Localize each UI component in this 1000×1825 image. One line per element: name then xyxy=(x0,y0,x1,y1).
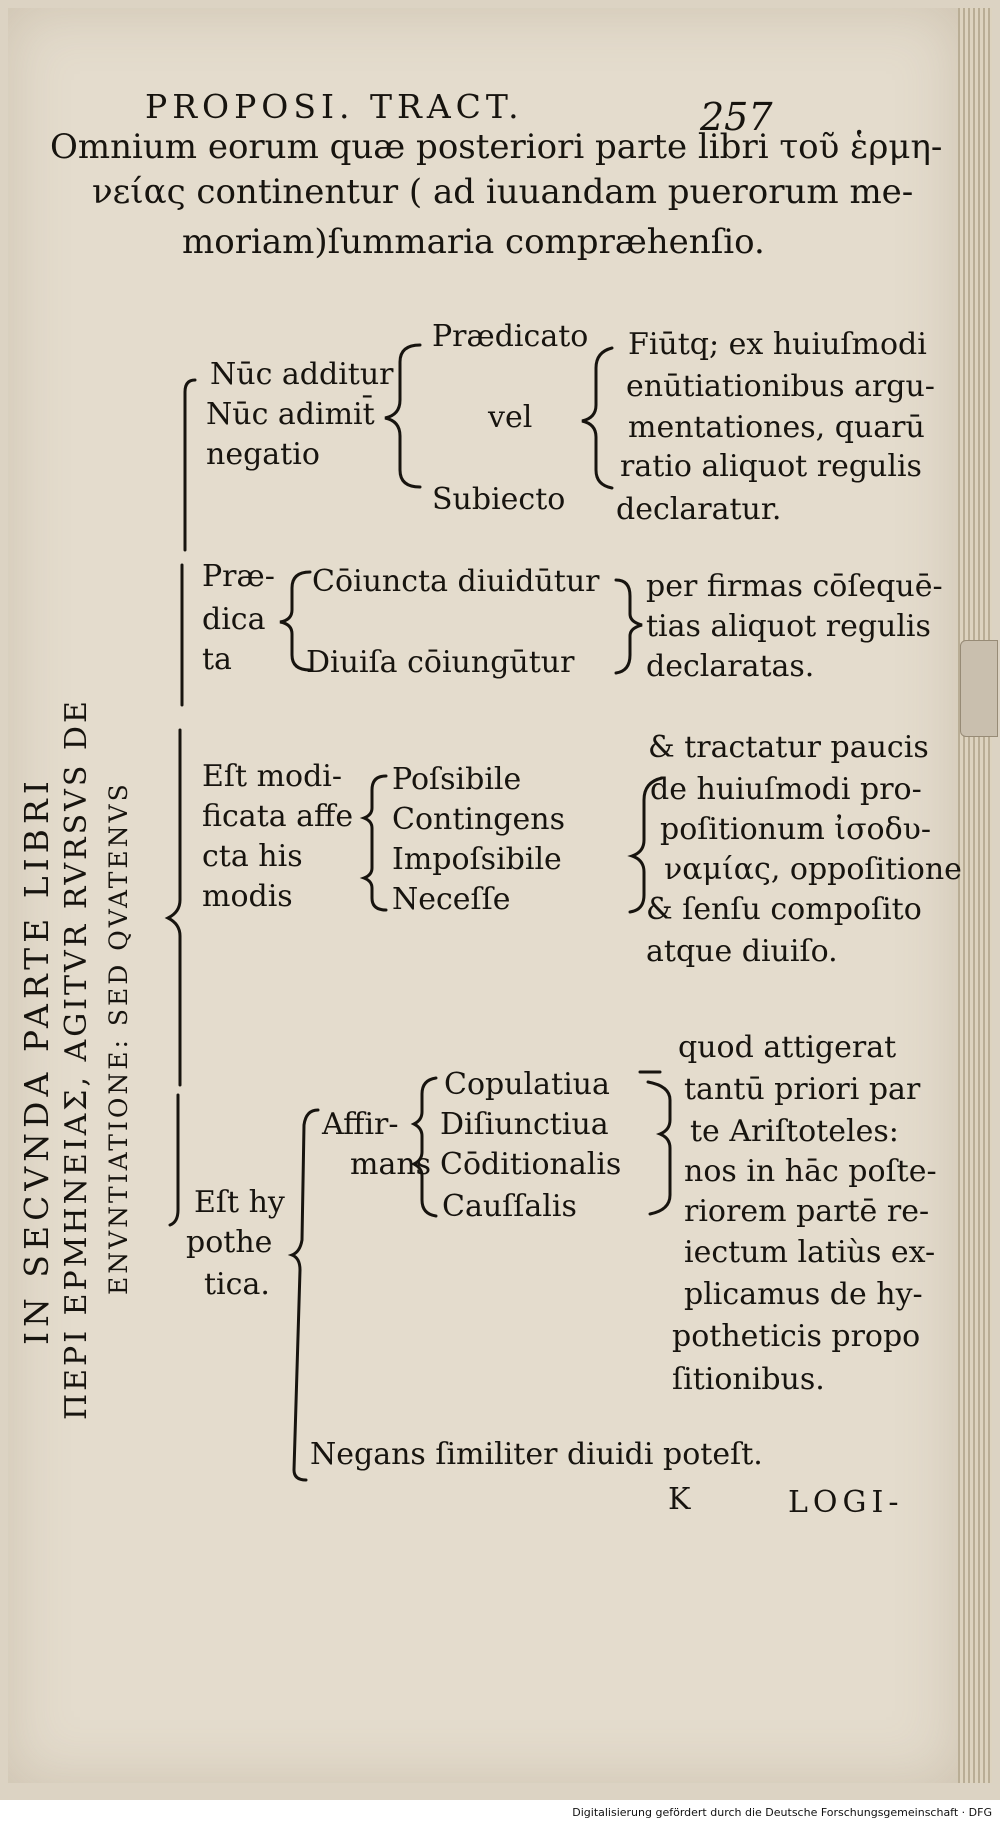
brace-s1-right xyxy=(582,348,612,488)
heading-line-1: Omnium eorum quæ posteriori parte libri τοῦ ἑρμη- xyxy=(50,127,943,167)
s4-label: pothe xyxy=(186,1225,273,1260)
s4-type: Cauſſalis xyxy=(442,1189,577,1224)
s1-item: negatio xyxy=(206,437,320,472)
s3-label: Eſt modi- xyxy=(202,759,343,794)
main-bracket-top xyxy=(185,380,195,550)
s1-option: vel xyxy=(488,400,533,435)
running-head-title: PROPOSI. TRACT. xyxy=(145,87,524,126)
side-title-line-1: IN SECVNDA PARTE LIBRI xyxy=(17,776,56,1345)
signature-mark: K xyxy=(668,1482,691,1517)
s1-option: Subiecto xyxy=(432,482,566,517)
s2-label: Præ- xyxy=(202,559,275,594)
s1-result: Fiūtq; ex huiuſmodi xyxy=(628,327,927,362)
s4-result: plicamus de hy- xyxy=(684,1277,923,1312)
digitization-credit: Digitalisierung gefördert durch die Deutsche Forschungsgemeinschaft · DFG xyxy=(572,1806,992,1819)
s4-result: nos in hāc poſte- xyxy=(684,1154,937,1189)
main-bracket-mid xyxy=(168,730,180,1085)
s4-result: potheticis propo xyxy=(672,1319,921,1354)
brace-s4-hypo xyxy=(292,1110,318,1480)
s4-result: ſitionibus. xyxy=(672,1362,825,1397)
s1-result: ratio aliquot regulis xyxy=(620,449,922,484)
s1-item: Nūc additur xyxy=(210,357,394,392)
s3-mode: Contingens xyxy=(392,802,565,837)
brace-s2-right xyxy=(616,580,642,673)
s4-result: iectum latiùs ex- xyxy=(684,1235,936,1270)
s3-result: atque diuiſo. xyxy=(646,934,838,969)
s3-result: & ſenſu compoſito xyxy=(646,892,922,927)
catchword: LOGI- xyxy=(788,1485,904,1520)
s3-result: poſitionum ἰσοδυ- xyxy=(660,812,932,847)
s1-result: enūtiationibus argu- xyxy=(626,369,935,404)
s1-item: Nūc adimit̄ xyxy=(206,397,375,432)
s3-label: ficata affe xyxy=(202,799,354,834)
s4-type: Diſiunctiua xyxy=(440,1107,609,1142)
s2-option: Diuiſa cōiungūtur xyxy=(306,645,575,680)
side-title-line-2: ΠΕΡΙ ΕΡΜΗΝΕΙΑΣ, AGITVR RVRSVS DE xyxy=(59,698,94,1420)
s3-result: ναμίας, oppoſitione xyxy=(664,852,962,887)
brace-s4-right xyxy=(648,1082,670,1214)
s4-label: tica. xyxy=(204,1267,270,1302)
s4-affirmans: Affir- xyxy=(322,1107,399,1142)
s3-result: de huiuſmodi pro- xyxy=(650,772,922,807)
heading-line-2: νείας continentur ( ad iuuandam puerorum me- xyxy=(92,172,914,212)
s1-result: mentationes, quarū xyxy=(628,410,925,445)
s4-result: tantū priori par xyxy=(684,1072,921,1107)
s4-result: riorem partē re- xyxy=(684,1194,930,1229)
s4-negans: Negans ſimiliter diuidi poteſt. xyxy=(310,1437,763,1472)
side-title-line-3: ENVNTIATIONE: SED QVATENVS xyxy=(104,781,133,1295)
s4-label: Eſt hy xyxy=(194,1185,285,1220)
s4-type: Cōditionalis xyxy=(440,1147,622,1182)
s3-mode: Poſsibile xyxy=(392,762,522,797)
s2-result: per firmas cōſequē- xyxy=(646,569,943,604)
s1-result: declaratur. xyxy=(616,492,782,527)
s2-result: declaratas. xyxy=(646,649,815,684)
s2-label: dica xyxy=(202,602,266,637)
s3-result: & tractatur paucis xyxy=(648,730,929,765)
s4-type: Copulatiua xyxy=(444,1067,610,1102)
s3-mode: Impoſsibile xyxy=(392,842,562,877)
s4-affirmans: mans xyxy=(350,1147,432,1182)
s4-result: te Ariſtoteles: xyxy=(690,1114,899,1149)
page-number: 257 xyxy=(700,95,773,139)
s2-result: tias aliquot regulis xyxy=(646,609,931,644)
brace-s3-left xyxy=(364,776,386,910)
s2-option: Cōiuncta diuidūtur xyxy=(312,564,600,599)
s3-label: modis xyxy=(202,879,293,914)
s4-result: quod attigerat xyxy=(678,1030,897,1065)
s2-label: ta xyxy=(202,642,232,677)
s3-mode: Neceſſe xyxy=(392,882,511,917)
s1-option: Prædicato xyxy=(432,319,589,354)
s3-label: cta his xyxy=(202,839,303,874)
heading-line-3: moriam)ſummaria compræhenſio. xyxy=(182,222,765,262)
